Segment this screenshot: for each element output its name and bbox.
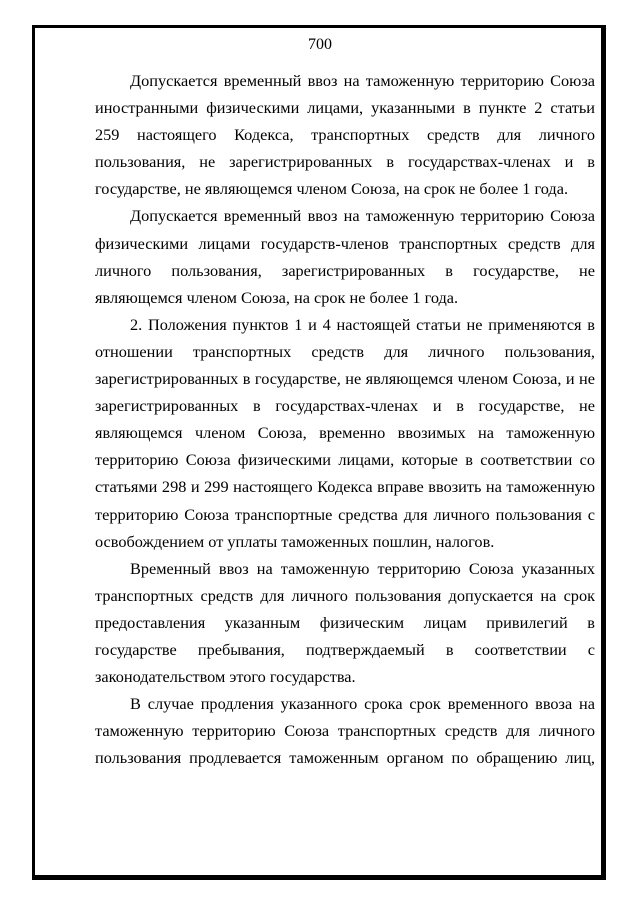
paragraph: Допускается временный ввоз на таможенную территорию Союза физическими лицами государств-членов транспортных средств для личного пользования, зарегистрированных в государстве, не являющемся членом Союза, на срок не более 1 года. bbox=[95, 206, 595, 307]
paragraph: Допускается временный ввоз на таможенную территорию Союза иностранными физическими лицами, указанными в пункте 2 статьи 259 настоящего Кодекса, транспортных средств для личного пользования, не зарегистрированных в государствах-членах и в государстве, не являющемся членом Союза, на срок не более 1 года. bbox=[95, 71, 595, 199]
document-body bbox=[95, 67, 595, 771]
page-number: 700 bbox=[308, 36, 332, 53]
paragraph: Временный ввоз на таможенную территорию Союза указанных транспортных средств для личного пользования допускается на срок предоставления указанным физическим лицам привилегий в государстве пребывания, подтверждаемый в соответствии с законодательством этого государства. bbox=[95, 558, 595, 687]
paragraph: 2. Положения пунктов 1 и 4 настоящей статьи не применяются в отношении транспортных средств для личного пользования, зарегистрированных в государстве, не являющемся членом Союза, и не зарегистрированных в государствах-членах и в государстве, не являющемся членом Союза, временно ввозимых на таможенную территорию Союза физическими лицами, которые в соответствии со статьями 298 и 299 настоящего Кодекса вправе ввозить на таможенную территорию Союза транспортные средства для личного пользования с освобождением от уплаты таможенных пошлин, налогов. bbox=[95, 314, 595, 551]
paragraph: В случае продления указанного срока срок временного ввоза на таможенную территорию Союза транспортных средств для личного пользования продлевается таможенным органом по обращению лиц, bbox=[95, 694, 595, 768]
